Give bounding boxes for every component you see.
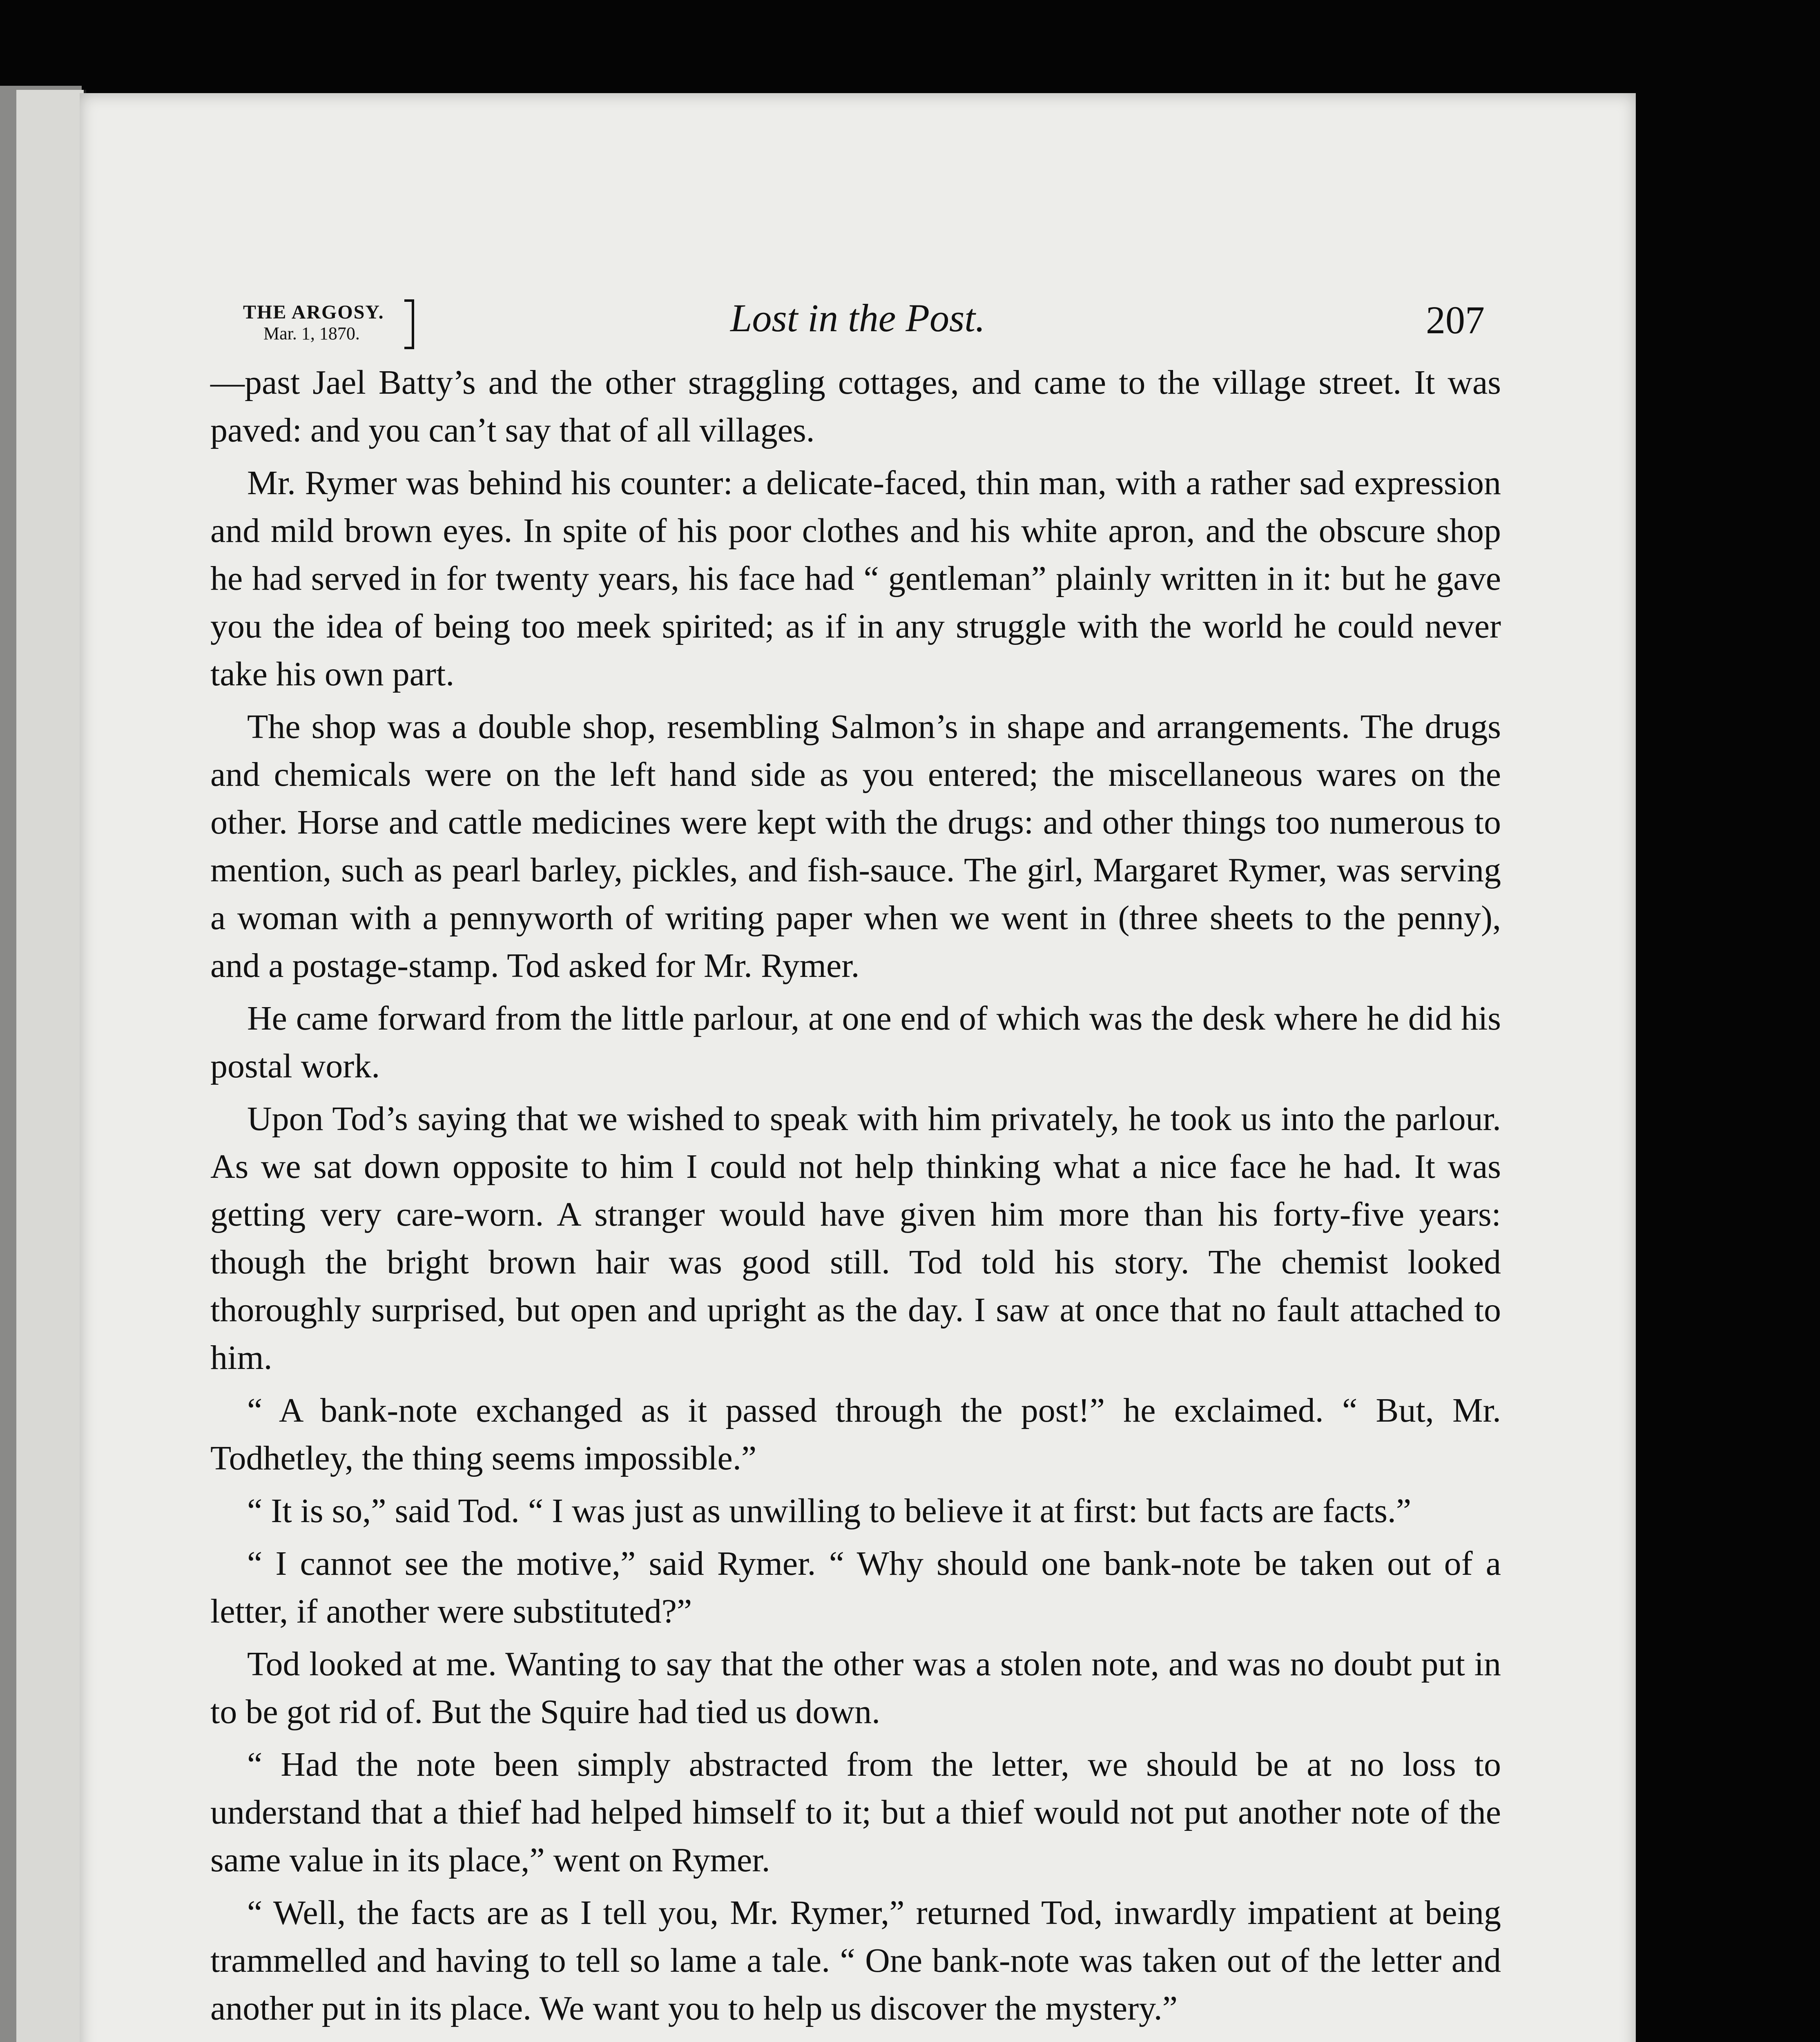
paragraph: Tod looked at me. Wanting to say that the other was a stolen note, and was no doubt put in to be got rid of. But the Squire had tied us down. xyxy=(210,1645,1501,1731)
paragraph: He came forward from the little parlour, at one end of which was the desk where he did his postal work. xyxy=(210,999,1501,1085)
paragraph: Mr. Rymer was behind his counter: a delicate-faced, thin man, with a rather sad expression and mild brown eyes. In spite of his poor clothes and his white apron, and the obscure shop he had served in for twenty years, his face had “ gentleman” plainly written in it: but he gave you the idea of being too meek spirited; as if in any struggle with the world he could never take his own part. xyxy=(210,464,1501,693)
paragraph: The shop was a double shop, resembling Salmon’s in shape and arrangements. The drugs and chemicals were on the left hand side as you entered; the miscellaneous wares on the other. Horse and cattle medicines were kept with the drugs: and other things too numerous to mention, such as pearl barley, pickles, and fish-sauce. The girl, Margaret Rymer, was serving a woman with a pennyworth of writing paper when we went in (three sheets to the penny), and a postage-stamp. Tod asked for Mr. Rymer. xyxy=(210,708,1501,985)
body-text xyxy=(210,359,1501,2042)
page-number: 207 xyxy=(1426,298,1485,342)
paragraph: “ I cannot see the motive,” said Rymer. “ Why should one bank-note be taken out of a letter, if another were substituted?” xyxy=(210,1545,1501,1630)
paragraph: “ Had the note been simply abstracted from the letter, we should be at no loss to understand that a thief had helped himself to it; but a thief would not put another note of the same value in its place,” went on Rymer. xyxy=(210,1746,1501,1879)
paragraph: —past Jael Batty’s and the other straggling cottages, and came to the village street. It was paved: and you can’t say that of all villages. xyxy=(210,363,1501,449)
paragraph: Upon Tod’s saying that we wished to speak with him privately, he took us into the parlour. As we sat down opposite to him I could not help thinking what a nice face he had. It was getting very care-worn. A stranger would have given him more than his forty-five years: though the bright brown hair was good still. Tod told his story. The chemist looked thoroughly surprised, but open and upright as the day. I saw at once that no fault attached to him. xyxy=(210,1100,1501,1377)
paragraph: “ A bank-note exchanged as it passed through the post!” he exclaimed. “ But, Mr. Todhetley, the thing seems impossible.” xyxy=(210,1391,1501,1477)
page-header xyxy=(80,93,1636,343)
paragraph: “ It is so,” said Tod. “ I was just as unwilling to believe it at first: but facts are facts.” xyxy=(247,1492,1412,1530)
running-head-magazine: THE ARGOSY. xyxy=(243,301,384,323)
paragraph xyxy=(210,2037,1501,2042)
running-head-date: Mar. 1, 1870. xyxy=(263,323,360,343)
paragraph: “ Well, the facts are as I tell you, Mr. Rymer,” returned Tod, inwardly impatient at being trammelled and having to tell so lame a tale. “ One bank-note was taken out of the letter and another put in its place. We want you to help us discover the mystery.” xyxy=(210,1894,1501,2027)
page-title: Lost in the Post. xyxy=(730,296,986,340)
book-page xyxy=(80,93,1636,2042)
facing-page-edge xyxy=(16,90,86,2042)
